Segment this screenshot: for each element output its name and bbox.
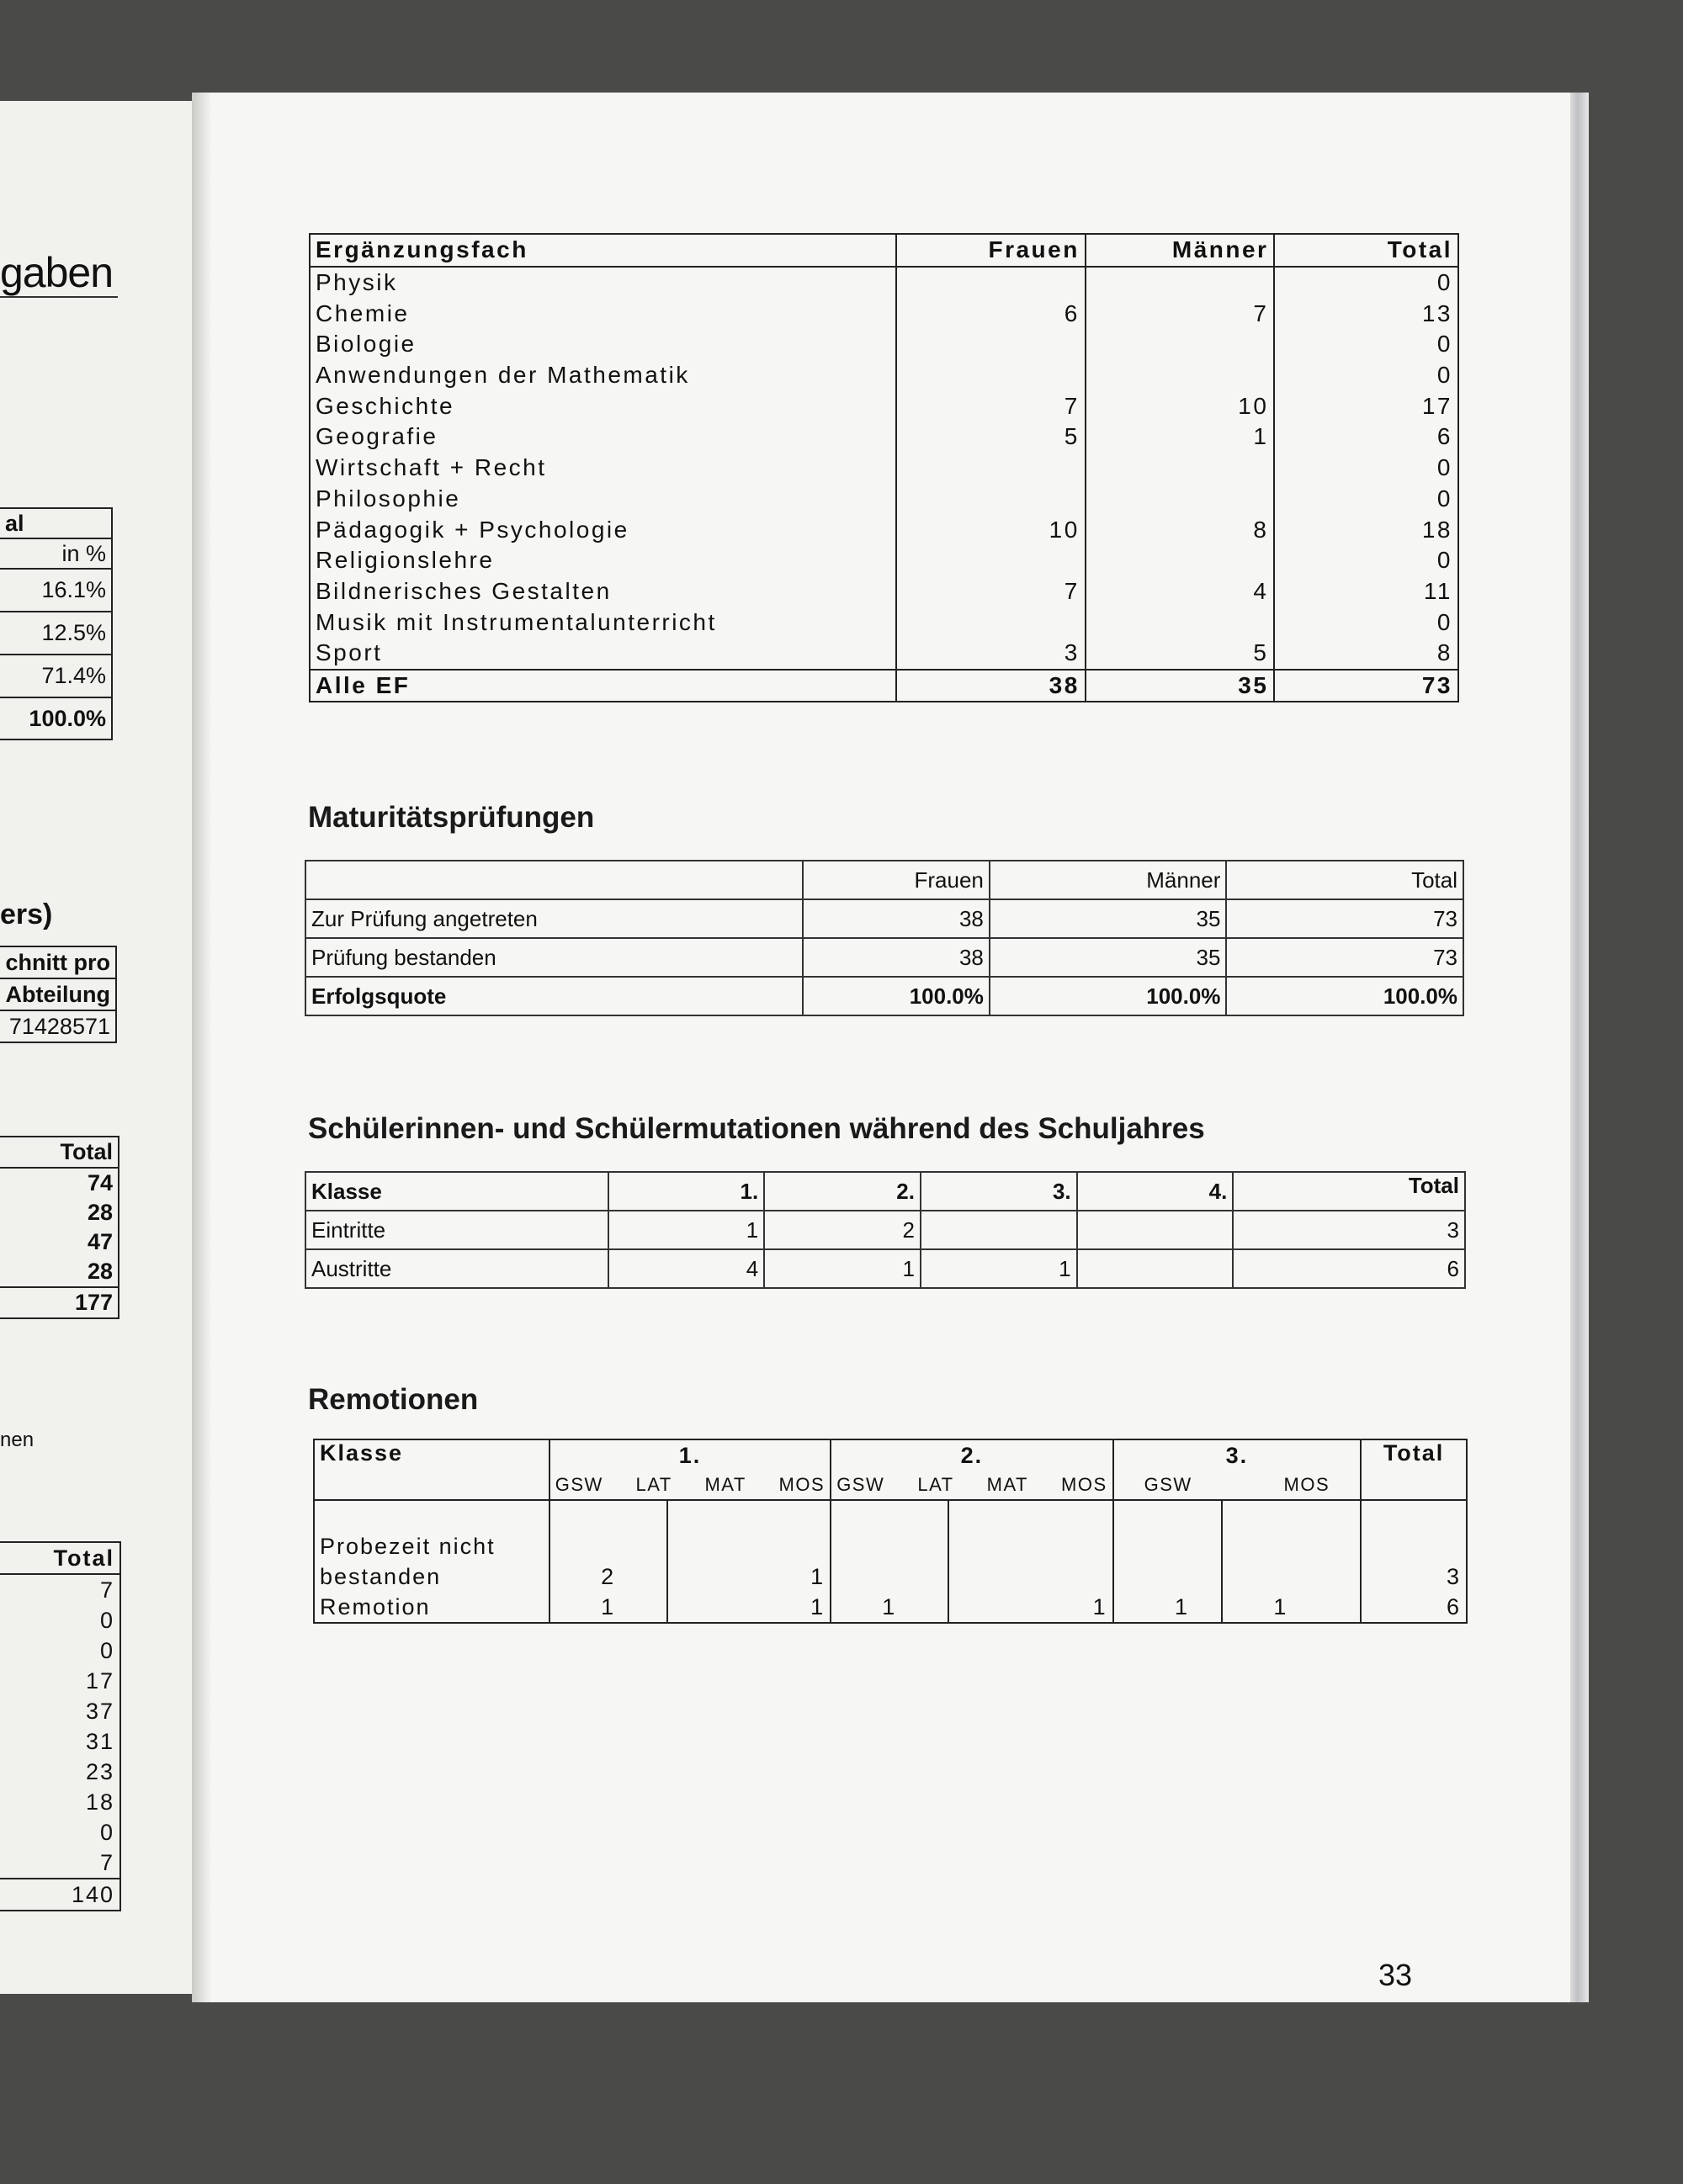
left-totals-2-value: 23 <box>0 1757 120 1787</box>
table-cell <box>1086 607 1275 638</box>
maturitaet-table <box>305 860 1464 1016</box>
row-label: Probezeit nicht <box>314 1531 549 1561</box>
subheader-group-1 <box>549 1471 831 1500</box>
table-cell: 6 <box>1361 1592 1467 1623</box>
table-cell <box>667 1531 831 1561</box>
group-header: 3. <box>1113 1439 1361 1471</box>
table-cell <box>831 1561 948 1592</box>
subheader-group-3 <box>1113 1471 1361 1500</box>
table-cell: 35 <box>990 938 1227 977</box>
table-cell <box>1361 1500 1467 1531</box>
left-totals-2-value: 31 <box>0 1726 120 1757</box>
table-header-row <box>305 861 1463 899</box>
subheader-label: MAT <box>986 1474 1028 1495</box>
table-cell <box>1222 1500 1361 1531</box>
column-header: Klasse <box>314 1439 549 1500</box>
left-page-rule <box>0 296 118 298</box>
column-header: 4. <box>1077 1172 1234 1211</box>
left-totals-2-value: 18 <box>0 1787 120 1817</box>
left-totals-2-value: 7 <box>0 1847 120 1879</box>
table-cell <box>1361 1531 1467 1561</box>
section-title-mutationen: Schülerinnen- und Schülermutationen während des Schuljahres <box>308 1112 1205 1145</box>
table-cell: 4 <box>1086 576 1275 607</box>
table-cell: 18 <box>1274 514 1458 545</box>
table-cell <box>831 1500 948 1531</box>
table-cell: 1 <box>608 1211 765 1249</box>
quote-row <box>305 977 1463 1015</box>
column-header: Total <box>1274 234 1458 267</box>
table-cell <box>921 1211 1077 1249</box>
table-cell: 1 <box>831 1592 948 1623</box>
table-row <box>310 267 1458 299</box>
table-cell <box>831 1531 948 1561</box>
table-row <box>314 1500 1467 1531</box>
table-row <box>310 514 1458 545</box>
table-cell: 7 <box>896 390 1086 421</box>
left-totals-2-header: Total <box>0 1542 120 1574</box>
row-label: Philosophie <box>310 484 896 515</box>
row-label: Physik <box>310 267 896 299</box>
table-cell <box>1086 360 1275 391</box>
subheader-label: LAT <box>917 1474 954 1495</box>
table-cell <box>948 1531 1113 1561</box>
row-label: Sport <box>310 638 896 670</box>
table-cell: 0 <box>1274 267 1458 299</box>
left-totals-2-value: 0 <box>0 1605 120 1635</box>
table-cell <box>1113 1500 1223 1531</box>
table-cell <box>896 329 1086 360</box>
left-note-fragment: nen <box>0 1429 35 1451</box>
row-label: Erfolgsquote <box>305 977 803 1015</box>
table-cell <box>1113 1531 1223 1561</box>
row-label: Austritte <box>305 1249 608 1288</box>
left-totals-1-value: 47 <box>0 1227 119 1257</box>
total-cell: 38 <box>896 670 1086 702</box>
table-cell <box>1086 453 1275 484</box>
table-row <box>305 1249 1465 1288</box>
left-avg-value: 71428571 <box>0 1010 116 1042</box>
table-cell: 100.0% <box>1226 977 1463 1015</box>
table-cell: 100.0% <box>803 977 990 1015</box>
table-cell: 1 <box>764 1249 921 1288</box>
table-cell <box>1222 1561 1361 1592</box>
table-row <box>310 545 1458 576</box>
page-number: 33 <box>1378 1958 1413 1992</box>
table-cell: 0 <box>1274 545 1458 576</box>
section-title-maturitaet: Maturitätsprüfungen <box>308 801 595 834</box>
table-cell: 1 <box>948 1592 1113 1623</box>
table-row <box>305 1211 1465 1249</box>
row-label: Bildnerisches Gestalten <box>310 576 896 607</box>
column-header: Ergänzungsfach <box>310 234 896 267</box>
table-cell <box>948 1500 1113 1531</box>
left-share-value: 16.1% <box>0 569 112 612</box>
table-cell: 1 <box>1113 1592 1223 1623</box>
table-cell <box>896 607 1086 638</box>
table-cell <box>1086 545 1275 576</box>
group-header: 1. <box>549 1439 831 1471</box>
table-cell: 1 <box>667 1561 831 1592</box>
table-cell: 13 <box>1274 298 1458 329</box>
table-cell: 17 <box>1274 390 1458 421</box>
table-cell: 1 <box>1086 421 1275 453</box>
table-cell: 0 <box>1274 360 1458 391</box>
table-row <box>305 899 1463 938</box>
table-cell: 6 <box>1233 1249 1465 1288</box>
table-row <box>305 938 1463 977</box>
table-cell <box>1086 329 1275 360</box>
table-cell: 0 <box>1274 329 1458 360</box>
table-cell: 2 <box>764 1211 921 1249</box>
row-label: Pädagogik + Psychologie <box>310 514 896 545</box>
row-label: bestanden <box>314 1561 549 1592</box>
left-share-subheader: in % <box>0 538 112 569</box>
table-cell: 1 <box>921 1249 1077 1288</box>
subheader-label: GSW <box>836 1474 885 1495</box>
table-cell: 38 <box>803 899 990 938</box>
subheader-label: MAT <box>704 1474 746 1495</box>
table-cell: 3 <box>1233 1211 1465 1249</box>
table-cell: 0 <box>1274 484 1458 515</box>
table-cell: 10 <box>896 514 1086 545</box>
table-row <box>310 390 1458 421</box>
table-row <box>310 329 1458 360</box>
table-cell: 73 <box>1226 899 1463 938</box>
left-page-heading: gaben <box>0 249 114 296</box>
left-totals-1-value: 74 <box>0 1168 119 1198</box>
table-cell: 1 <box>1222 1592 1361 1623</box>
left-totals-1-value: 28 <box>0 1257 119 1287</box>
row-label: Zur Prüfung angetreten <box>305 899 803 938</box>
column-header <box>305 861 803 899</box>
table-cell <box>667 1500 831 1531</box>
row-label <box>314 1500 549 1531</box>
subheader-label: GSW <box>555 1474 603 1495</box>
total-cell: 35 <box>1086 670 1275 702</box>
table-cell <box>896 360 1086 391</box>
left-totals-2-value: 37 <box>0 1696 120 1726</box>
subheader-label: GSW <box>1144 1474 1192 1495</box>
left-totals-1-header: Total <box>0 1137 119 1168</box>
table-header-row <box>310 234 1458 267</box>
table-cell <box>896 453 1086 484</box>
section-title-remotionen: Remotionen <box>308 1383 479 1416</box>
subheader-label: LAT <box>635 1474 672 1495</box>
table-cell <box>896 267 1086 299</box>
table-cell <box>1077 1211 1234 1249</box>
table-cell <box>1222 1531 1361 1561</box>
subheader-group-2 <box>831 1471 1112 1500</box>
table-row <box>314 1592 1467 1623</box>
left-share-header: al <box>0 508 112 538</box>
table-row <box>310 360 1458 391</box>
column-header: Männer <box>990 861 1227 899</box>
row-label: Religionslehre <box>310 545 896 576</box>
column-header: 2. <box>764 1172 921 1211</box>
table-cell <box>1086 267 1275 299</box>
table-cell: 11 <box>1274 576 1458 607</box>
column-header: Total <box>1361 1439 1467 1500</box>
row-label: Geschichte <box>310 390 896 421</box>
row-label: Geografie <box>310 421 896 453</box>
table-cell: 3 <box>1361 1561 1467 1592</box>
table-cell <box>896 484 1086 515</box>
row-label: Eintritte <box>305 1211 608 1249</box>
remotionen-table <box>313 1439 1468 1624</box>
table-cell: 6 <box>896 298 1086 329</box>
row-label: Wirtschaft + Recht <box>310 453 896 484</box>
table-cell <box>549 1500 667 1531</box>
left-totals-2-value: 7 <box>0 1574 120 1605</box>
column-header: Frauen <box>896 234 1086 267</box>
table-row <box>314 1531 1467 1561</box>
mutationen-table <box>305 1171 1466 1289</box>
page-edge <box>1570 93 1589 2002</box>
table-cell: 100.0% <box>990 977 1227 1015</box>
row-label: Musik mit Instrumentalunterricht <box>310 607 896 638</box>
left-totals-1-total: 177 <box>0 1287 119 1318</box>
ergaenzungsfach-table <box>309 233 1459 702</box>
table-cell: 7 <box>896 576 1086 607</box>
ergaenzungsfach-body <box>310 267 1458 670</box>
subheader-label: MOS <box>778 1474 826 1495</box>
table-cell: 4 <box>608 1249 765 1288</box>
left-share-table <box>0 507 113 740</box>
table-row <box>310 638 1458 670</box>
subheader-label: MOS <box>1283 1474 1330 1495</box>
left-avg-header-line: Abteilung <box>0 978 116 1010</box>
left-section-fragment: ers) <box>0 899 53 930</box>
column-header: Total <box>1226 861 1463 899</box>
table-cell <box>1077 1249 1234 1288</box>
table-cell: 73 <box>1226 938 1463 977</box>
column-header: Frauen <box>803 861 990 899</box>
left-totals-2-value: 0 <box>0 1817 120 1847</box>
table-row <box>310 298 1458 329</box>
column-header: 1. <box>608 1172 765 1211</box>
table-cell: 35 <box>990 899 1227 938</box>
table-row <box>314 1561 1467 1592</box>
table-cell <box>1086 484 1275 515</box>
table-cell: 38 <box>803 938 990 977</box>
row-label: Prüfung bestanden <box>305 938 803 977</box>
table-cell <box>896 545 1086 576</box>
left-share-value: 71.4% <box>0 655 112 697</box>
table-row <box>310 484 1458 515</box>
column-header: Männer <box>1086 234 1275 267</box>
left-avg-header-line: chnitt pro <box>0 946 116 978</box>
table-cell <box>948 1561 1113 1592</box>
column-header: Klasse <box>305 1172 608 1211</box>
table-cell: 10 <box>1086 390 1275 421</box>
table-cell: 0 <box>1274 607 1458 638</box>
group-header: 2. <box>831 1439 1112 1471</box>
table-cell: 3 <box>896 638 1086 670</box>
column-header: Total <box>1233 1172 1465 1211</box>
table-cell <box>549 1531 667 1561</box>
table-row <box>310 576 1458 607</box>
left-share-total: 100.0% <box>0 697 112 739</box>
table-cell: 7 <box>1086 298 1275 329</box>
left-totals-table-2 <box>0 1541 121 1911</box>
table-row <box>310 421 1458 453</box>
table-row <box>310 607 1458 638</box>
table-cell: 2 <box>549 1561 667 1592</box>
table-cell: 0 <box>1274 453 1458 484</box>
column-header: 3. <box>921 1172 1077 1211</box>
left-totals-2-value: 0 <box>0 1635 120 1666</box>
left-totals-2-value: 17 <box>0 1666 120 1696</box>
total-label: Alle EF <box>310 670 896 702</box>
table-row <box>310 453 1458 484</box>
total-cell: 73 <box>1274 670 1458 702</box>
row-label: Biologie <box>310 329 896 360</box>
left-totals-1-value: 28 <box>0 1198 119 1227</box>
left-avg-table <box>0 946 117 1043</box>
table-cell: 1 <box>667 1592 831 1623</box>
table-header-row <box>314 1439 1467 1471</box>
left-totals-table-1 <box>0 1136 119 1319</box>
left-totals-2-total: 140 <box>0 1879 120 1911</box>
row-label: Anwendungen der Mathematik <box>310 360 896 391</box>
left-page <box>0 101 192 1994</box>
table-cell: 5 <box>896 421 1086 453</box>
table-cell: 8 <box>1274 638 1458 670</box>
table-header-row <box>305 1172 1465 1211</box>
table-cell: 8 <box>1086 514 1275 545</box>
left-share-value: 12.5% <box>0 612 112 655</box>
table-cell: 1 <box>549 1592 667 1623</box>
subheader-label: MOS <box>1061 1474 1107 1495</box>
table-cell: 6 <box>1274 421 1458 453</box>
table-cell: 5 <box>1086 638 1275 670</box>
row-label: Remotion <box>314 1592 549 1623</box>
table-cell <box>1113 1561 1223 1592</box>
row-label: Chemie <box>310 298 896 329</box>
table-total-row <box>310 670 1458 702</box>
